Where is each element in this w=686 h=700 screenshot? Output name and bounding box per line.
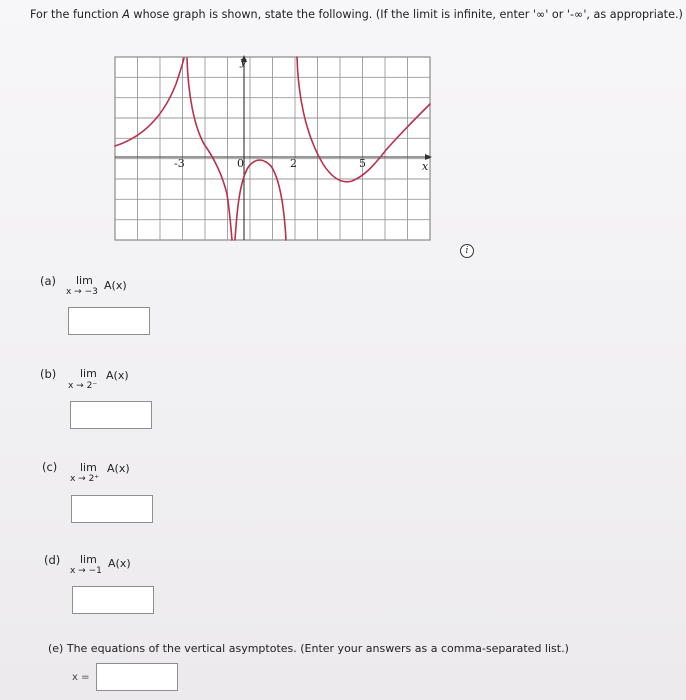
- tick-label-5: 5: [359, 157, 366, 170]
- instructions: For the function A whose graph is shown, state the following. (If the limit is infinite, enter '∞' or '-∞', as appropriate.): [30, 8, 683, 21]
- part-b-lim: lim: [80, 367, 97, 380]
- part-a-lim: lim: [76, 274, 93, 287]
- part-e-text: (e) The equations of the vertical asymptotes. (Enter your answers as a comma-separated list.): [48, 642, 569, 655]
- part-d-label: (d): [44, 553, 61, 567]
- part-d-answer-input[interactable]: [72, 586, 154, 614]
- part-b-function: A(x): [106, 369, 129, 382]
- part-c-label: (c): [42, 460, 58, 474]
- part-e-answer-input[interactable]: [96, 663, 178, 691]
- part-c-function: A(x): [107, 462, 130, 475]
- part-b-approach: x → 2⁻: [68, 381, 98, 391]
- part-b-answer-input[interactable]: [70, 401, 152, 429]
- part-b-label: (b): [40, 367, 57, 381]
- part-a-answer-input[interactable]: [68, 307, 150, 335]
- part-e-prefix: x =: [72, 672, 90, 683]
- tick-label-2: 2: [290, 157, 297, 170]
- info-icon[interactable]: i: [460, 244, 474, 258]
- y-axis-label: y: [240, 55, 247, 68]
- part-c-answer-input[interactable]: [71, 495, 153, 523]
- part-c-approach: x → 2⁺: [70, 474, 100, 484]
- part-a-function: A(x): [104, 279, 127, 292]
- part-a-approach: x → −3: [66, 287, 98, 297]
- part-d-function: A(x): [108, 557, 131, 570]
- part-c-lim: lim: [80, 461, 97, 474]
- part-d-approach: x → −1: [70, 566, 102, 576]
- part-d-lim: lim: [80, 553, 97, 566]
- tick-label-0: 0: [237, 157, 244, 170]
- function-graph: [110, 54, 436, 244]
- part-a-label: (a): [40, 274, 57, 288]
- x-axis-label: x: [422, 160, 429, 173]
- tick-label-neg3: -3: [174, 157, 185, 170]
